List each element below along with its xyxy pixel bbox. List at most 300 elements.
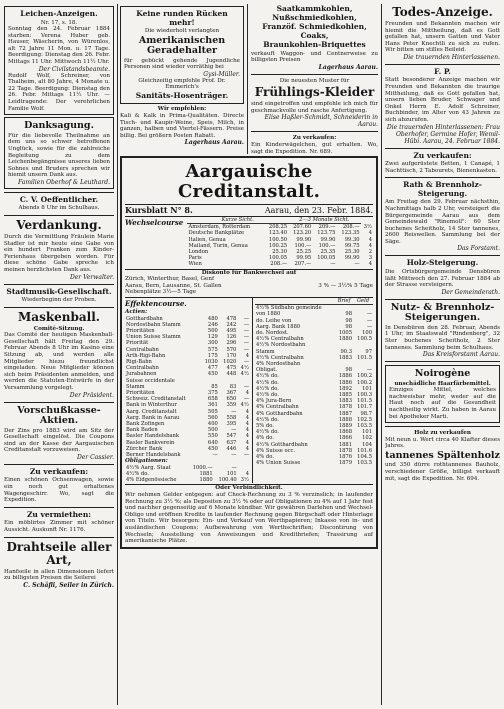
ad-body: Für die liebevolle Theilnahme an dem uns so schwer betroffenen Unglück, sowie für die zahlreiche Begleitung zu dem Leichenbegängnisse unseres lieben Sohnes und Bruders sprechen wir hiemit unsern Dank aus.	[8, 132, 110, 179]
kursblatt-number: Kursblatt N° 8.	[125, 205, 193, 215]
row-value: 101	[362, 429, 372, 436]
row-value: —	[212, 452, 218, 459]
row-value: 1000.—	[192, 464, 213, 471]
ad-signature: Das Forstamt.	[457, 245, 500, 253]
divider	[4, 402, 114, 403]
row-label: Prioritäten	[126, 390, 155, 397]
divider	[4, 464, 114, 465]
ad-title: Zu verkaufen:	[413, 150, 472, 160]
row-value: 495	[226, 328, 237, 334]
ad-title: Nutz- & Brennholz-Steigerungen.	[390, 301, 495, 324]
row-value: —	[243, 452, 249, 459]
wechsel-table	[187, 217, 373, 268]
row-value: 99.90	[344, 255, 360, 262]
row-value: —	[243, 328, 249, 334]
ad-body: sind eingetroffen und empfehle ich mich für geschmackvolle und rasche Anfertigung.	[251, 101, 378, 114]
wechsel-col-head: Kurze Sicht.	[187, 217, 288, 224]
ad-coal-and-dresses	[251, 4, 378, 155]
row-value: 4	[245, 445, 249, 452]
diskont-section	[125, 269, 373, 296]
ad-body: Gleichzeitig empfehle Prof. Dr. Emmerich's	[138, 77, 226, 91]
row-label: Wien	[188, 261, 202, 268]
ad-body: und 350 dürre rothtannenes Bauholz, verschiedener Größe, billigst verkauft mit, sagt die Expedition. Nr. 694.	[385, 462, 500, 482]
row-value: 102	[362, 435, 372, 442]
wechsel-row	[187, 237, 373, 243]
eff-head-geld: Geld	[353, 298, 373, 305]
row-label: Rigi-Bahn	[126, 359, 152, 366]
column-rule	[247, 4, 248, 154]
ad-title: Danksagung.	[24, 120, 94, 132]
ad-signature: Gysi-Müller.	[203, 70, 240, 78]
wechsel-title: Wechselcourse	[125, 218, 184, 227]
ad-signature: Der Präsident.	[69, 391, 114, 399]
ad-title: Zu vermiethen:	[26, 509, 92, 519]
column-rule	[117, 4, 118, 705]
row-value: 98	[345, 311, 353, 318]
row-value: —	[366, 317, 372, 324]
row-label: 4% Eidgenössische	[126, 477, 177, 484]
row-label: 4½% do.	[256, 392, 279, 399]
kursblatt-date: Aarau, den 23. Febr. 1884.	[264, 206, 373, 215]
row-value: 99.90	[320, 236, 336, 243]
row-value: 4	[368, 230, 372, 237]
row-value: 395	[226, 421, 237, 428]
ad-body: Das Comité der heutigen Maskenball-Gesellschaft hält Freitag den 29. Februar Abends 8 Uhr im Kasino eine Sitzung ab, und werden alle Mitglieder hiezu freundlichst eingeladen. Neue Mitglieder können sich beim Präsidenten anmelden, und werden die Statuten-Entwürfe in der Versammlung vorgelegt.	[4, 332, 114, 391]
ad-headline: Frühlings-Kleider	[254, 85, 375, 100]
ad-headline: Braunkohlen-Briquettes	[263, 40, 366, 49]
ad-body: Die Ortsbürgergemeinde Densbüren läßt Mittwoch den 27. Februar 1884 ab der Strasse versteigern.	[385, 268, 500, 289]
ad-body: Rudolf Wolf, Schreiner, von Thalheim, alt 80 Jahre, 4 Monate u. 22 Tage. Beerdigung: Dienstag den 26. Febr. Mittags 11½ Uhr. — Leidtragende: Der verehrlichen Familie Wolf.	[8, 72, 110, 112]
row-value: 208.—	[270, 261, 288, 268]
ad-body: Mit neun u. Wert circa 40 Klafter dieses Jahres.	[385, 436, 500, 450]
top-ads-row	[120, 4, 378, 154]
diskont-rate: 3 % — 3½% 5 Tage	[318, 282, 373, 289]
row-label: Bank Baden	[126, 427, 158, 434]
bank-header-row	[125, 204, 373, 217]
row-label: Bank Zofingen	[126, 421, 165, 428]
ad-title: Stadtmusik-Gesellschaft.	[6, 286, 112, 296]
ad-subtitle: Nr. 17, s. 18.	[40, 19, 78, 26]
row-value: 100.2	[357, 379, 372, 386]
ad-body: In Densbüren den 28. Februar, Abends 1 Uhr, im Staatswald "Rindenberg", 32 Ster buchenes Scheitholz, 2 Ster tannenes. Sammlung beim Schulhaus.	[385, 324, 500, 351]
wechsel-section	[125, 217, 373, 268]
column-right	[385, 4, 500, 705]
oblig-title: Obligationen:	[125, 458, 168, 465]
row-value: 1020	[223, 359, 237, 366]
row-label: 5% do.	[256, 423, 274, 430]
row-label: 4% Jura-Bern	[256, 398, 292, 405]
row-value: 101	[226, 471, 237, 478]
diskont-title: Diskonto für Bankwechsel auf	[201, 269, 297, 276]
ad-subtitle: Comité-Sitzung.	[33, 325, 85, 332]
row-label: 4½% Centralbahn	[256, 354, 304, 361]
row-label: 4% Nordostbahn	[256, 361, 301, 368]
row-value: 4	[368, 236, 372, 243]
row-value: 1886	[338, 379, 353, 386]
row-value: 123.40	[268, 230, 288, 237]
row-value: 3½	[363, 223, 372, 230]
ad-body: Einen schönen Ochsenwagen, sowie ein noch gut erhaltenes Wagengeschirr. Wo, sagt die Expedition.	[4, 477, 114, 504]
ad-signature: Der Gemeinderath.	[441, 288, 500, 296]
obligationen-row	[255, 460, 373, 466]
diskont-row: Aarau, Bern, Lausanne, St. Gallen	[125, 282, 222, 289]
aktien-table	[125, 316, 250, 459]
ad-body: Ein Kinderwägelchen, gut erhalten. Wo, sagt die Expedition. Nr. 689.	[251, 142, 378, 155]
row-label: 4% Gotthardbahn	[256, 410, 303, 417]
row-value: 558	[226, 414, 237, 421]
divider	[385, 361, 500, 362]
row-value: 480	[207, 315, 218, 322]
row-label: 4½% Aarg. Staat	[126, 464, 171, 471]
ad-body: Am Freitag den 29. Februar nächsthin, Nachmittags halb 2 Uhr, versteigert die Bürgergemeinde Aarau aus dem Gemeindewald "Rinemoll": 60 Ster buchenes Scheitholz, 14 Ster tannenes, 2600 Reiswellen. Sammlung bei der Säge.	[385, 199, 500, 245]
row-label: Gotthardbahn	[126, 315, 163, 322]
row-value: 1878	[338, 404, 353, 411]
divider	[4, 192, 114, 193]
row-label: do. Nordost.	[256, 330, 289, 337]
row-label: 4½% do.	[256, 416, 279, 423]
row-value: 99.30	[344, 236, 360, 243]
row-value: 1880	[338, 336, 353, 343]
ad-title: Zu verkaufen:	[29, 466, 89, 476]
row-value: 575	[207, 346, 218, 353]
row-value: 4	[245, 352, 249, 359]
row-value: 83	[229, 383, 237, 390]
row-value: 100	[362, 330, 372, 337]
ad-body: Zwei aufgerüstete Betten, 1 Canapé, 1 Nachttisch, 2 Tabourets, Bienenkasten.	[385, 161, 500, 174]
row-value: 478	[226, 315, 237, 322]
row-value: 102.5	[357, 416, 372, 423]
row-value: 4	[245, 427, 249, 434]
ad-body: für gebückt gehende Jugendliche Personen sind wieder vorräthig bei	[124, 57, 240, 71]
row-label: do. Leihe von	[256, 317, 292, 324]
ad-posture-corrector	[120, 4, 244, 146]
row-value: 450	[207, 371, 218, 378]
row-value: 25.25	[296, 249, 312, 256]
ad-title: Holz-Steigerung.	[406, 258, 479, 268]
row-label: Basler Bankverein	[126, 439, 175, 446]
row-value: —	[243, 321, 249, 328]
bank-course-sheet	[120, 156, 378, 549]
ad-title: Zu verkaufen:	[292, 135, 337, 142]
row-value: 296	[226, 340, 237, 347]
row-value: 207.—	[294, 261, 312, 268]
row-value: 99.95	[296, 255, 312, 262]
ad-body: Freunden und Bekannten machen wir hiemit die Mittheilung, daß es Gott gefallen hat, unsern Gatten und Vater Hans Peter Knechtli zu sich zu rufen. Wir bitten um stilles Beileid.	[385, 21, 500, 54]
row-label: Arth-Rigi-Bahn	[126, 352, 166, 359]
column-left	[4, 4, 114, 705]
row-value: 448	[226, 371, 237, 378]
row-value: 90.3	[340, 348, 353, 355]
divider	[385, 426, 500, 427]
diskont-row: Zürich, Winterthur, Basel, Genf	[125, 276, 215, 283]
ad-headline: Sanitäts-Hosenträger.	[135, 90, 229, 100]
row-value: 1892	[338, 385, 353, 392]
row-value: 1030	[204, 359, 218, 366]
row-value: 4½	[240, 365, 249, 372]
row-value: —	[366, 311, 372, 318]
wechsel-row	[187, 261, 373, 267]
row-label: Union Suisse Stamm	[126, 334, 181, 341]
row-label: 4½% do.	[256, 373, 279, 380]
row-value: 123.20	[293, 230, 312, 237]
ad-signature: Der Civilstandsbeamte.	[38, 65, 110, 73]
row-label: 4% Centralbahn	[256, 404, 299, 411]
ad-body: Hanfseile in allen Dimensionen liefert zu billigsten Preisen die Seilerei	[4, 568, 114, 582]
row-value: 175	[207, 352, 218, 359]
ad-signature: Lagerhaus Aarau.	[318, 63, 378, 71]
row-value: 100.25	[268, 242, 288, 249]
row-label: Basler Handelsbank	[126, 433, 179, 440]
row-value: 101.5	[357, 354, 372, 361]
row-label: 4% Union Suisse	[256, 460, 301, 467]
wechsel-row	[187, 230, 373, 236]
row-label: Aarg. Creditanstalt	[126, 408, 177, 415]
row-value: —	[330, 261, 336, 268]
row-value: 99.75	[344, 242, 360, 249]
row-value: 500	[207, 427, 218, 434]
row-value: 100.2	[357, 373, 372, 380]
ad-signature: C. Schäfli, Seiler in Zürich.	[23, 581, 114, 589]
row-value: 209.—	[318, 224, 336, 231]
bank-title: Aargauische Creditanstalt.	[177, 161, 321, 202]
row-value: 4	[245, 421, 249, 428]
row-value	[335, 305, 353, 312]
row-label: Centralbahn	[126, 346, 159, 353]
row-value: 1883	[338, 354, 353, 361]
ad-title: Drahtseile aller Art,	[6, 539, 112, 567]
row-label: Schweiz. Creditanstalt	[126, 396, 186, 403]
row-value: 1887	[338, 410, 353, 417]
row-value: 570	[226, 346, 237, 353]
row-label: 4½% Centralbahn	[256, 336, 304, 343]
row-label: von 1880	[256, 311, 281, 318]
row-value: —	[243, 340, 249, 347]
row-value	[353, 305, 373, 312]
row-value: —	[243, 383, 249, 390]
row-value: 101	[362, 385, 372, 392]
row-value: 3½	[240, 477, 249, 484]
row-value: 123.75	[317, 230, 336, 237]
row-label: 4% do.	[256, 454, 274, 461]
ad-title: Noirogène	[414, 368, 471, 380]
row-value: 25.30	[272, 249, 288, 256]
ad-title: Holz zu verkaufen	[414, 430, 471, 437]
row-value: 123.35	[341, 230, 360, 237]
ad-signature: Familien Oberhof & Leuthard.	[17, 178, 110, 186]
row-value: —	[354, 261, 360, 268]
row-label: 4½% do.	[256, 385, 279, 392]
ad-title: F. P.	[434, 66, 451, 76]
ad-body: Sonntag den 24. Februar 1884 starben: Verena Huber geb. Hauser, Wäscherin, von Würenlos, alt 72 Jahre 11 Mon. u. 17 Tage. Beerdigung: Dienstag den 26. Febr. Mittags 11 Uhr. Mittwoch 11½ Uhr.	[8, 26, 110, 66]
row-value: —	[243, 334, 249, 341]
row-value: 100.50	[268, 236, 288, 243]
ad-body: Der Zins pro 1883 wird am Sitz der Gesellschaft eingelöst. Die Coupons sind an der Kasse der Aargauischen Creditanstalt vorzuweisen.	[4, 427, 114, 454]
row-value: 4	[368, 242, 372, 249]
row-label: Aarg. Bank in Aarau	[126, 414, 180, 421]
row-label: Amsterdam, Rotterdam	[188, 224, 251, 231]
row-value: 359	[226, 402, 237, 409]
row-label: Suisse occidentale	[126, 377, 175, 384]
divider	[4, 215, 114, 216]
row-value: 98	[345, 367, 353, 374]
ad-subtitle: unschädliche Haarfärbemittel.	[394, 380, 491, 387]
row-value: 1866	[338, 435, 353, 442]
row-value: 104.5	[357, 454, 372, 461]
column-rule	[381, 4, 382, 705]
row-label: Berner Handelsbank	[126, 452, 181, 459]
divider	[4, 537, 114, 538]
ad-body: Wiederbeginn der Proben.	[21, 297, 97, 304]
row-label: Mailand, Turin, Genua	[188, 242, 248, 249]
row-value: 505	[207, 408, 218, 415]
ad-body: Abends 8 Uhr im Schulhaus.	[18, 205, 100, 212]
ad-signature: Der Verwalter.	[69, 273, 114, 281]
row-label: 4% Suisse occ.	[256, 447, 296, 454]
ad-title: tannenes Spältenholz	[385, 449, 500, 461]
ad-title: Keine runden Rücken mehr!	[136, 9, 228, 27]
row-label: Italien, Genua	[188, 236, 226, 243]
ad-obituary-notice	[4, 6, 114, 115]
ad-thanks	[4, 117, 114, 189]
ad-headline: Franzöf. Schmiedkohlen, Coaks,	[262, 22, 367, 40]
ad-title: Verdankung.	[16, 217, 102, 232]
row-value: 129	[207, 334, 218, 341]
ad-body: Statt besonderer Anzeige machen wir Freunden und Bekannten die traurige Mittheilung, daß es Gott gefallen hat, unsern lieben Bruder, Schwager und Onkel Herrn E. Adolf Schreiner, Buchbinder, im Alter von 43 Jahren zu sich abzurufen.	[385, 77, 500, 124]
row-value: 1881	[338, 441, 353, 448]
row-label: Jurabahnen	[126, 371, 157, 378]
wechsel-row	[187, 224, 373, 231]
wechsel-col-head: 2—3 Monate Sicht.	[288, 217, 361, 224]
divider	[251, 74, 378, 75]
divider	[385, 299, 500, 300]
row-value: 2	[368, 249, 372, 256]
ad-body: Durch die Vermittlung Fräulein Marie Stadler ist mir heute eine Gabe von ein hundert Franken zum Kinder-Ferienhaus übergeben worden. Für diese schöne Gabe spreche ich meinen herzlichsten Dank aus.	[4, 233, 114, 273]
oblig-table	[125, 465, 250, 484]
row-value: 477	[207, 365, 218, 372]
ad-title: Rath & Brennholz-Steigerung.	[403, 180, 482, 198]
row-value: —	[231, 427, 237, 434]
divider	[385, 148, 500, 149]
divider	[4, 284, 114, 285]
row-value: 1885	[338, 392, 353, 399]
row-label: 4½% Nordostbahn	[256, 342, 306, 349]
row-value: 1886	[338, 373, 353, 380]
row-value: 104	[362, 441, 372, 448]
row-label: Bank in Winterthur	[126, 402, 177, 409]
row-value: 1881	[199, 471, 213, 478]
row-value: 98	[345, 317, 353, 324]
row-value: 1889	[338, 423, 353, 430]
row-value: 98	[345, 323, 353, 330]
row-label: 4½% Südbahn gemeinde	[256, 305, 322, 312]
row-label: 4½% do.	[126, 471, 149, 478]
row-value: —	[366, 323, 372, 330]
row-value: 367	[226, 390, 237, 397]
row-value: 1883	[338, 398, 353, 405]
row-value: —	[366, 367, 372, 374]
row-value: 101.5	[357, 398, 372, 405]
row-value: 4½	[240, 402, 249, 409]
ad-signature: Lagerhaus Aarau.	[184, 139, 244, 147]
row-value: 100.—	[294, 242, 312, 249]
oblig-row	[125, 477, 250, 483]
effekten-section	[125, 297, 373, 483]
row-value: 637	[226, 439, 237, 446]
row-value: 550	[207, 433, 218, 440]
divider	[4, 307, 114, 308]
row-value: 97	[365, 348, 372, 355]
column-middle	[120, 4, 378, 705]
row-value: 658	[207, 396, 218, 403]
row-value: 100.40	[218, 477, 237, 484]
row-value: 1876	[338, 454, 353, 461]
row-label: London	[188, 249, 209, 256]
row-value: 1880	[199, 477, 213, 484]
row-value: 475	[226, 365, 237, 372]
aktien-title: Actien:	[125, 309, 148, 315]
row-label: Aarg. Bank 1880	[256, 323, 301, 330]
bank-note-title: Oder Verbindlichkeit.	[215, 485, 283, 492]
row-value: 207.60	[293, 224, 312, 231]
row-value: —	[243, 396, 249, 403]
divider	[385, 177, 500, 178]
bank-note-body: Wir nehmen Gelder entgegen: auf Check-Rechnung zu 3 % verzinslich; in laufender Rechnung zu 3½ %; als Depositen zu 3½ % oder auf Obligationen zu 4% auf 1 Jahr fest und nachher gegenseitig auf 6 Monate kündbar. Wir gewähren Darlehen und Wechsel-Obligo und eröffnen Kredite in laufender Rechnung gegen Bürgschaft oder Hinterlage von Titeln. Wir besorgen: Ein- und Verkauf von Werthpapieren; Inkasso von in- und ausländischen Coupons; Aufbewahrung von Werthschriften; Discontirung von Wechseln; Ausstellung von Anweisungen und Kreditbriefen; Trassirung auf amerikanische Plätze.	[125, 492, 373, 545]
newspaper-page	[4, 4, 500, 705]
row-value: 300	[207, 340, 218, 347]
row-value: —	[243, 346, 249, 353]
ad-signature: Die trauernden Hinterlassenen: Frau Oberhofer, Germine Hofer, Wemil-Hübi. Aarau, 24. Februar 1884.	[386, 123, 500, 145]
ad-hair-dye	[385, 365, 500, 423]
ad-signature: Elise Haßler-Schmidt, Schneiderin in Aarau.	[264, 114, 378, 129]
diskont-row: Nebenplätze 3½—5 Tage	[125, 289, 197, 296]
row-value: 1879	[338, 460, 353, 467]
row-label: Centralbahn	[126, 365, 159, 372]
row-value: 100.05	[268, 255, 288, 262]
divider	[385, 255, 500, 256]
row-value: —	[231, 452, 237, 459]
row-label: Stamm	[126, 383, 145, 390]
divider	[385, 64, 500, 65]
row-value: 103.5	[357, 423, 372, 430]
row-value: 3	[368, 255, 372, 262]
row-label: Zürcher Bank	[126, 445, 163, 452]
ad-signature: Die trauernden Hinterlassenen.	[403, 53, 500, 61]
row-value: 4	[245, 414, 249, 421]
eff-head-brief: Brief	[335, 298, 353, 305]
row-label: Prioritäten	[126, 328, 155, 334]
ad-title: Vorschußkasse-Aktien.	[17, 404, 101, 427]
row-value: 4	[368, 261, 372, 268]
row-value: —	[243, 359, 249, 366]
ad-title: Todes-Anzeige.	[392, 5, 493, 19]
row-value: 208.25	[268, 224, 288, 231]
row-value: 4	[245, 439, 249, 446]
row-value: 446	[226, 445, 237, 452]
row-value: —	[231, 408, 237, 415]
row-label: Paris	[188, 255, 202, 262]
row-value: 4	[245, 471, 249, 478]
row-value: 100.—	[318, 242, 336, 249]
row-value: —	[231, 464, 237, 471]
divider	[4, 507, 114, 508]
obligationen-row	[255, 305, 373, 312]
row-value: 640	[207, 439, 218, 446]
row-value: 1888	[338, 416, 353, 423]
row-value: 4	[245, 433, 249, 440]
row-value: 4½	[240, 371, 249, 378]
ad-subtitle: Wir empfehlen:	[157, 106, 207, 113]
row-value: 25.35	[320, 249, 336, 256]
